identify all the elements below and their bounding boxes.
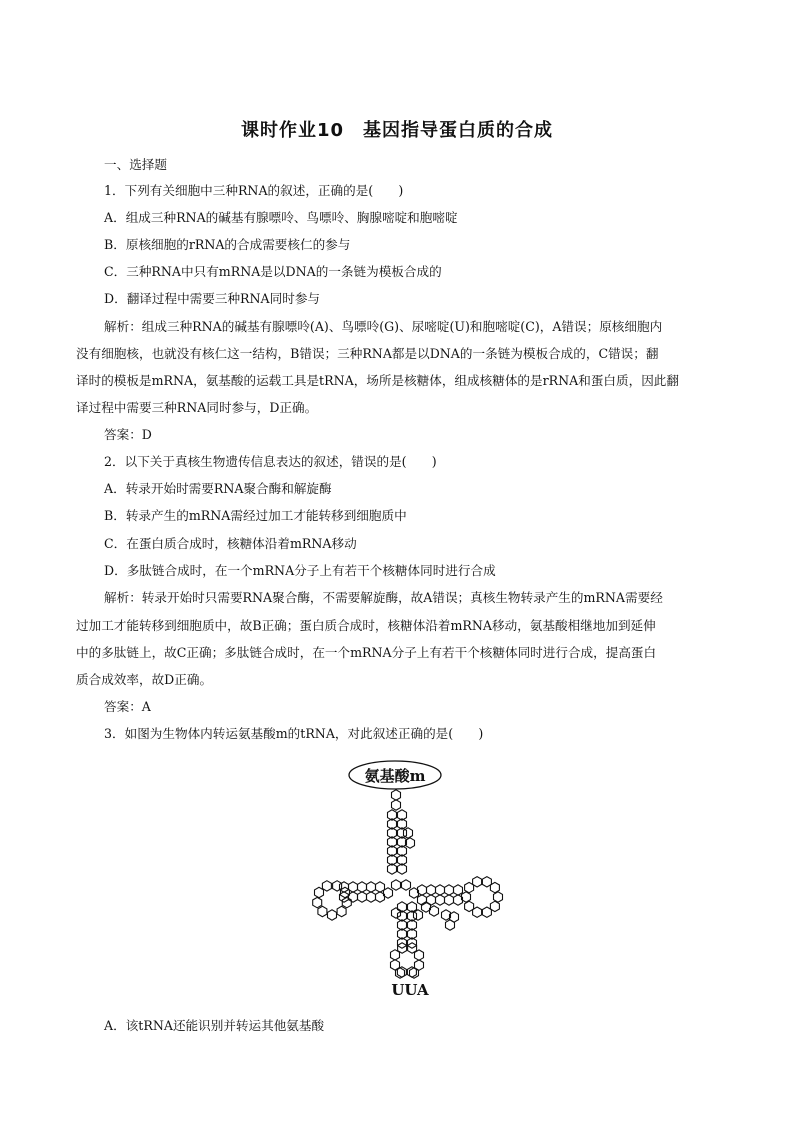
q2-option-c: C．在蛋白质合成时，核糖体沿着mRNA移动: [104, 536, 357, 551]
trna-nucleotide-rings: [313, 790, 503, 978]
nucleotide-ring: [454, 885, 463, 895]
nucleotide-ring: [367, 892, 376, 902]
q2-option-d: D．多肽链合成时，在一个mRNA分子上有若干个核糖体同时进行合成: [104, 563, 496, 578]
nucleotide-ring: [410, 968, 419, 978]
nucleotide-ring: [414, 910, 423, 920]
nucleotide-ring: [392, 880, 401, 890]
q2-answer: 答案：A: [104, 699, 151, 714]
q3-option-a: A．该tRNA还能识别并转运其他氨基酸: [104, 1018, 325, 1033]
nucleotide-ring: [436, 885, 445, 895]
q2-analysis-line: 质合成效率，故D正确。: [76, 672, 213, 687]
nucleotide-ring: [337, 906, 346, 916]
nucleotide-ring: [445, 885, 454, 895]
nucleotide-ring: [427, 885, 436, 895]
section-heading: 一、选择题: [104, 157, 167, 172]
trna-figure: [300, 755, 530, 1005]
q1-option-b: B．原核细胞的rRNA的合成需要核仁的参与: [104, 237, 351, 252]
q1-option-d: D．翻译过程中需要三种RNA同时参与: [104, 291, 321, 306]
q1-analysis-line: 译时的模板是mRNA，氨基酸的运载工具是tRNA，场所是核糖体，组成核糖体的是rRNA和蛋白质，因此翻: [76, 373, 679, 388]
nucleotide-ring: [482, 907, 491, 917]
q1-analysis-line: 解析：组成三种RNA的碱基有腺嘌呤(A)、鸟嘌呤(G)、尿嘧啶(U)和胞嘧啶(C)，A错误；原核细胞内: [104, 319, 663, 334]
amino-acid-label: 氨基酸m: [364, 767, 426, 785]
q1-answer: 答案：D: [104, 427, 152, 442]
nucleotide-ring: [427, 895, 436, 905]
nucleotide-ring: [358, 892, 367, 902]
nucleotide-ring: [445, 895, 454, 905]
nucleotide-ring: [404, 828, 413, 838]
q1-analysis-line: 没有细胞核，也就没有核仁这一结构，B错误；三种RNA都是以DNA的一条链为模板合成的，C错误；翻: [76, 346, 659, 361]
q1-stem: 1．下列有关细胞中三种RNA的叙述，正确的是( ): [104, 183, 404, 198]
nucleotide-ring: [490, 882, 499, 892]
nucleotide-ring: [376, 892, 385, 902]
nucleotide-ring: [367, 882, 376, 892]
nucleotide-ring: [392, 790, 401, 800]
q1-option-c: C．三种RNA中只有mRNA是以DNA的一条链为模板合成的: [104, 264, 442, 279]
anticodon-label: UUA: [391, 981, 429, 999]
nucleotide-ring: [328, 910, 337, 920]
nucleotide-ring: [473, 877, 482, 887]
nucleotide-ring: [376, 882, 385, 892]
nucleotide-ring: [318, 906, 327, 916]
q2-analysis-line: 过加工才能转移到细胞质中，故B正确；蛋白质合成时，核糖体沿着mRNA移动，氨基酸相继地加到延伸: [76, 618, 656, 633]
nucleotide-ring: [402, 880, 411, 890]
nucleotide-ring: [446, 920, 455, 930]
nucleotide-ring: [322, 881, 331, 891]
nucleotide-ring: [392, 800, 401, 810]
q2-option-b: B．转录产生的mRNA需经过加工才能转移到细胞质中: [104, 508, 407, 523]
nucleotide-ring: [436, 895, 445, 905]
q2-analysis-line: 解析：转录开始时只需要RNA聚合酶，不需要解旋酶，故A错误；真核生物转录产生的mRNA需要经: [104, 590, 663, 605]
nucleotide-ring: [358, 882, 367, 892]
q3-stem: 3．如图为生物体内转运氨基酸m的tRNA，对此叙述正确的是( ): [104, 726, 484, 741]
page-title: 课时作业10 基因指导蛋白质的合成: [240, 120, 554, 141]
nucleotide-ring: [415, 950, 424, 960]
nucleotide-ring: [313, 897, 322, 907]
q1-analysis-line: 译过程中需要三种RNA同时参与，D正确。: [76, 400, 318, 415]
q1-option-a: A．组成三种RNA的碱基有腺嘌呤、鸟嘌呤、胸腺嘧啶和胞嘧啶: [104, 210, 458, 225]
q2-option-a: A．转录开始时需要RNA聚合酶和解旋酶: [104, 481, 332, 496]
nucleotide-ring: [430, 906, 439, 916]
q2-analysis-line: 中的多肽链上，故C正确；多肽链合成时，在一个mRNA分子上有若干个核糖体同时进行合成，提高蛋白: [76, 645, 657, 660]
q2-stem: 2．以下关于真核生物遗传信息表达的叙述，错误的是( ): [104, 454, 437, 469]
